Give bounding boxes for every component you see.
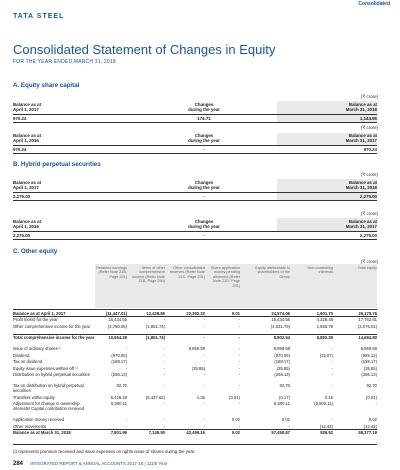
table-cell: (1,851.74) [145,335,165,341]
col-label: April 1, 2016 [13,224,39,229]
table-cell: (1,851.74) [145,323,165,329]
table-cell: (266.13) [111,372,127,377]
table-cell: - [238,335,240,341]
tata-steel-logo: TATA STEEL [13,13,65,20]
table-cell: 14,684.80 [358,335,377,341]
section-tag: Consolidated [358,1,390,7]
page-title: Consolidated Statement of Changes in Equity [13,42,276,57]
table-cell: 8,802.54 [273,335,290,341]
table-row [13,401,377,411]
value: 2,275.00 [13,194,31,199]
table-cell: 92.70 [279,383,290,389]
column-header: Retained earnings (Refer Note 21B, Page 291) [96,266,127,279]
col-label: Changes [194,219,214,224]
table-cell: (266.13) [361,372,377,377]
table-cell: 8,959.59 [188,346,205,352]
table-cell: - [125,417,127,423]
value: 970.24 [13,116,27,121]
table-cell: - [331,383,333,389]
report-name: INTEGRATED REPORT & ANNUAL ACCOUNTS 2017-18 | 111th Year [30,461,168,466]
col-label: March 31, 2018 [345,107,377,112]
col-label: Balance as at [348,102,377,107]
section-a-heading: A. Equity share capital [13,82,80,89]
table-cell: 1,601.70 [316,311,333,316]
table-row [13,353,377,359]
row-label: Issue of ordinary shares⁽ⁱ⁾ [13,346,61,352]
table-cell: (6,500.11) [314,401,333,406]
table-cell: - [203,359,205,365]
col-label: Balance as at [13,102,42,107]
row-label: Tax on distribution on hybrid perpetual securities [13,383,84,394]
table-cell: - [203,417,205,423]
table-cell: 7,801.99 [110,430,127,435]
section-c-heading: C. Other equity [13,248,58,255]
table-cell: 1,555.78 [316,323,333,329]
unit-label: (₹ crore) [361,125,378,130]
row-label: Tax on dividend [13,359,43,365]
table-cell: - [163,346,165,352]
col-label: Changes [194,102,214,107]
table-cell: - [163,372,165,377]
page-footer [13,461,167,467]
table-cell: 5,426.26 [110,394,127,400]
table-cell: (970.05) [111,352,127,358]
table-cell: (15.07) [319,352,333,358]
col-label: Balance as at [13,133,42,138]
table-cell: - [163,359,165,365]
table-cell: 0.02 [231,430,240,435]
row-label: Total comprehensive income for the year [13,335,95,341]
value: 970.24 [363,147,377,152]
table-cell: - [288,423,290,429]
column-header: Items of other comprehensive income (Refer Note 21B, Page 290) [132,266,165,284]
table-cell: 8,959.59 [360,346,377,352]
table-row [13,359,377,365]
unit-label: (₹ crore) [361,94,378,99]
col-label: during the year [188,107,220,112]
table-cell: 10,654.28 [108,335,127,341]
table-cell: 0.02 [281,417,290,423]
table-cell: - [203,323,205,329]
col-label: Changes [194,180,214,185]
col-label: Balance as at [13,180,42,185]
table-cell: - [238,323,240,329]
value: - [203,147,205,152]
table-cell: - [238,352,240,358]
table-cell: - [125,365,127,371]
table-cell: 7,149.50 [148,430,165,435]
table-cell: (266.13) [274,372,290,377]
col-label: March 31, 2017 [345,224,377,229]
table-row [13,372,377,378]
table-cell: (5,427.62) [145,394,165,400]
table-cell: - [163,352,165,358]
value: 2,275.00 [359,233,377,238]
row-label: Balance as at March 31, 2018 [13,430,71,435]
table-cell: - [163,365,165,371]
table-cell: 926.52 [320,430,333,435]
col-label: during the year [188,138,220,143]
table-cell: (12.42) [319,423,333,429]
divider [13,239,377,240]
table-cell: - [203,317,205,323]
divider [13,444,377,445]
table-cell: 0.02 [368,417,377,423]
table-cell: (35.85) [363,365,377,371]
table-cell: - [238,423,240,429]
col-label: Balance as at [13,219,42,224]
value: 2,275.00 [13,233,31,238]
column-header: Non-controlling interests [307,266,333,275]
table-row [13,395,377,401]
table-cell: 42,499.16 [186,430,205,435]
table-cell: - [125,346,127,352]
table-cell: - [163,417,165,423]
table-row [13,430,377,436]
col-label: Balance as at [348,219,377,224]
table-cell: 12,428.86 [146,311,165,316]
table-row [13,324,377,330]
table-cell: - [331,372,333,377]
table-cell: - [331,346,333,352]
column-header: Total equity [357,266,377,270]
col-label: Balance as at [348,180,377,185]
footnote: (i) represents premium received and issue expenses on rights issue of shares during the year. [13,449,196,454]
table-cell: - [238,359,240,365]
table-cell: (3,076.01) [357,323,377,329]
table-cell: - [163,317,165,323]
col-label: April 1, 2017 [13,107,39,112]
table-cell: (985.12) [361,352,377,358]
value: 970.24 [13,147,27,152]
table-cell: - [238,372,240,377]
table-cell: (35.85) [191,365,205,371]
row-label: Dividend [13,352,30,358]
table-cell: (2,780.05) [107,323,127,329]
table-cell: 0.02 [231,417,240,423]
table-cell: - [238,365,240,371]
column-header: Equity attributable to shareholders of the Group [255,266,290,279]
col-label: during the year [188,185,220,190]
column-header: Other consolidated reserves (Refer Note 21C, Page 291) [169,266,205,279]
column-header: Share application money pending allotment (Refer Note 21D, Page 291) [210,266,240,288]
table-cell: (0.17) [279,394,290,400]
col-label: Balance as at [348,133,377,138]
value: - [203,233,205,238]
page-number: 284 [13,461,24,467]
table-cell: - [331,359,333,365]
table-cell: 0.16 [324,394,333,400]
table-cell: (0.01) [229,394,240,400]
table-cell: 58,377.19 [358,430,377,435]
divider [13,145,377,146]
table-row [13,366,377,372]
unit-label: (₹ crore) [361,211,378,216]
table-row [13,317,377,323]
divider [13,153,377,154]
row-label: Adjustment for change in ownership interests/ Capital contribution received [13,401,84,411]
table-cell: (970.05) [274,352,290,358]
table-cell: (188.17) [111,359,127,365]
col-label: April 1, 2017 [13,185,39,190]
table-cell: 17,762.81 [358,317,377,323]
table-cell: - [203,383,205,389]
row-label: Equity issue expenses written off ⁽ⁱ⁾ [13,365,78,371]
table-cell: (188.17) [361,359,377,365]
table-cell: (35.85) [276,365,290,371]
table-cell: - [163,383,165,389]
value: 1,144.95 [359,116,377,121]
table-cell: - [203,352,205,358]
row-label: Distribution on hybrid perpetual securities [13,372,90,377]
table-cell: 0.01 [231,311,240,316]
table-cell: 24,574.06 [271,311,290,316]
table-cell: 92.70 [366,383,377,389]
table-cell: - [203,423,205,429]
table-cell: - [163,423,165,429]
col-label: March 31, 2018 [345,185,377,190]
table-cell: - [238,317,240,323]
table-cell: (188.17) [274,359,290,365]
col-label: April 1, 2016 [13,138,39,143]
table-cell: 4,328.48 [316,317,333,323]
value: 174.71 [197,116,211,121]
table-cell: - [203,372,205,377]
table-cell: 6,500.11 [111,401,127,406]
table-row [13,383,377,394]
table-cell: 8,959.59 [273,346,290,352]
table-cell: 22,392.22 [186,311,205,316]
table-cell: (0.01) [366,394,377,400]
table-cell: 15,434.55 [108,317,127,323]
unit-label: (₹ crore) [361,259,378,264]
table-cell: 1.36 [196,394,205,400]
row-label: Transfers within equity [13,394,55,400]
divider [13,309,377,310]
table-cell: - [163,401,165,406]
table-cell: 6,500.11 [274,401,290,406]
table-cell: - [203,335,205,341]
page-subtitle: FOR THE YEAR ENDED MARCH 31, 2018 [13,59,116,65]
row-label: Other movements [13,423,47,429]
divider [13,231,377,232]
table-cell: - [125,423,127,429]
table-row [13,417,377,423]
section-b-heading: B. Hybrid perpetual securities [13,161,101,168]
divider [13,122,377,123]
table-cell: 15,434.55 [271,317,290,323]
table-cell: - [331,417,333,423]
divider [13,200,377,201]
table-cell: 57,450.67 [271,430,290,435]
row-label: Profit /(loss) for the year [13,317,58,323]
table-row [13,335,377,341]
unit-label: (₹ crore) [361,172,378,177]
table-cell: 26,175.76 [358,311,377,316]
table-cell: - [238,401,240,406]
row-label: Balance as at April 1, 2017 [13,311,66,316]
table-cell: (4,631.79) [270,323,290,329]
row-label: Application money received [13,417,65,423]
value: - [203,194,205,199]
table-cell: - [375,401,377,406]
table-cell: 5,882.26 [316,335,333,341]
table-cell: (12.42) [363,423,377,429]
value: 2,275.00 [359,194,377,199]
table-cell: (11,447.01) [105,311,127,316]
row-label: Other comprehensive income for the year [13,323,91,329]
table-cell: - [238,383,240,389]
table-cell: - [203,401,205,406]
col-label: March 31, 2017 [345,138,377,143]
table-cell: - [331,365,333,371]
col-label: Changes [194,133,214,138]
col-label: during the year [188,224,220,229]
table-row [13,346,377,352]
table-cell: 92.70 [116,383,127,389]
table-cell: - [238,346,240,352]
